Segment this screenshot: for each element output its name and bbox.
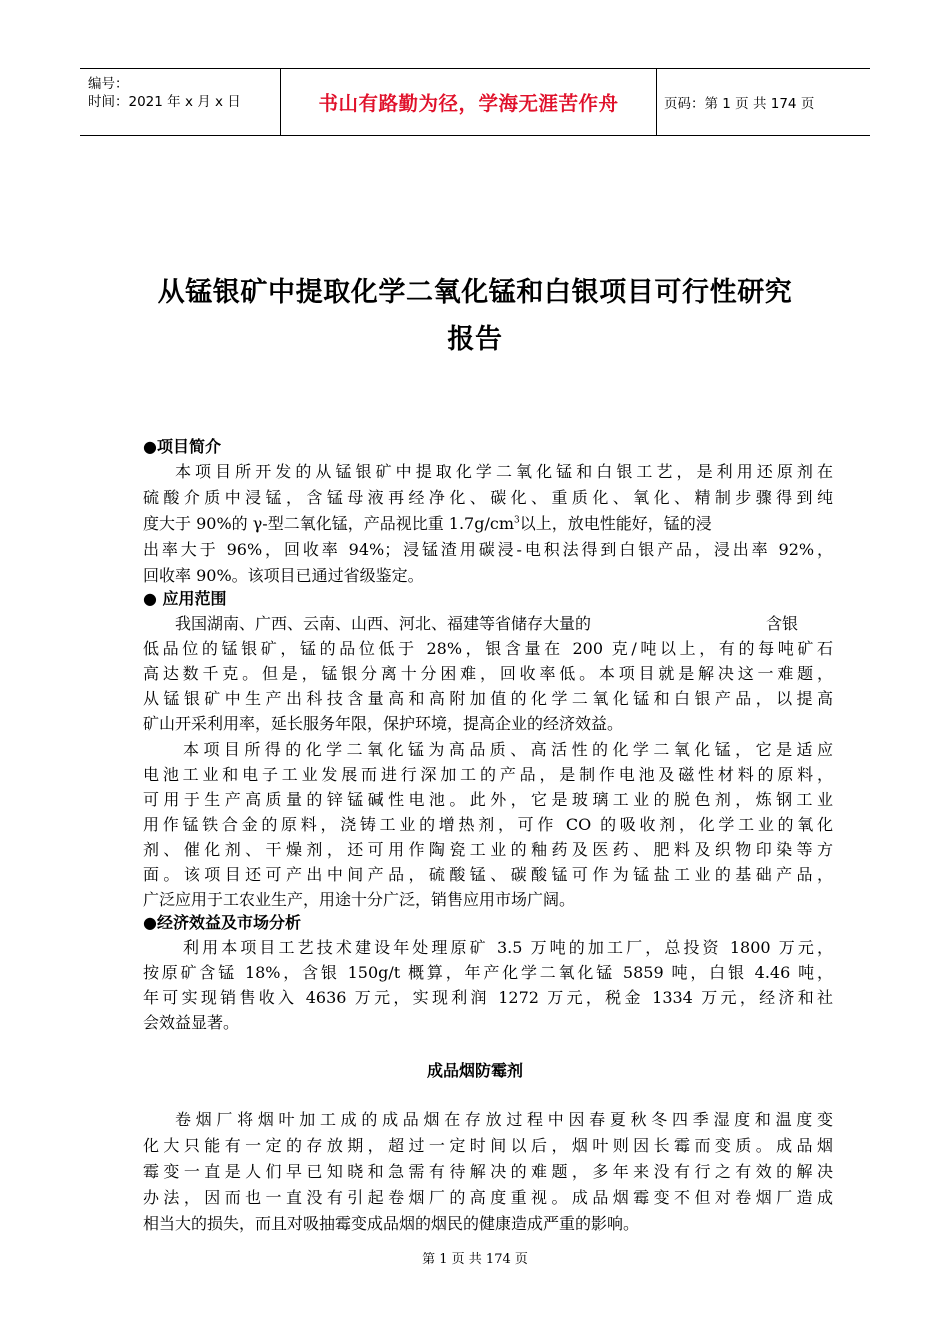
paragraph-line: 矿山开采利用率，延长服务年限，保护环境，提高企业的经济效益。 [143,714,624,733]
paragraph-line: 低品位的锰银矿，锰的品位低于 28%，银含量在 200 克/吨以上，有的每吨矿石 [143,639,833,658]
text-fragment: 度大于 90%的 γ-型二氧化锰，产品视比重 1.7g/cm [143,514,515,533]
section-heading-economics: ●经济效益及市场分析 [143,913,301,932]
paragraph-line: 用作锰铁合金的原料，浇铸工业的增热剂，可作 CO 的吸收剂，化学工业的氧化 [143,815,833,834]
section-heading-application: ● 应用范围 [143,589,227,608]
superscript: 3 [514,515,520,526]
paragraph-line: 高达数千克。但是，锰银分离十分困难，回收率低。本项目就是解决这一难题， [143,664,833,683]
paragraph-line: 我国湖南、广西、云南、山西、河北、福建等省储存大量的 [175,614,592,633]
page-footer: 第 1 页 共 174 页 [422,1252,528,1267]
paragraph-line: 面。该项目还可产出中间产品，硫酸锰、碳酸锰可作为锰盐工业的基础产品， [143,865,833,884]
text-fragment: 以上，放电性能好，锰的浸 [519,514,712,533]
paragraph-line: 本项目所开发的从锰银矿中提取化学二氧化锰和白银工艺，是利用还原剂在 [175,462,833,481]
header-meta [80,69,280,135]
paragraph-line: 按原矿含锰 18%，含银 150g/t 概算，年产化学二氧化锰 5859 吨，白银 4.46 吨， [143,963,833,982]
paragraph-line: 可用于生产高质量的锌锰碱性电池。此外，它是玻璃工业的脱色剂，炼钢工业 [143,790,833,809]
paragraph-line: 本项目所得的化学二氧化锰为高品质、高活性的化学二氧化锰，它是适应 [183,740,833,759]
paragraph-line: 卷烟厂将烟叶加工成的成品烟在存放过程中因春夏秋冬四季湿度和温度变 [175,1110,833,1129]
paragraph-line: 霉变一直是人们早已知晓和急需有待解决的难题，多年来没有行之有效的解决 [143,1162,833,1181]
document-title-line1: 从锰银矿中提取化学二氧化锰和白银项目可行性研究 [157,277,793,308]
paragraph-line: 从锰银矿中生产出科技含量高和高附加值的化学二氧化锰和白银产品，以提高 [143,689,833,708]
paragraph-line-with-sup [143,511,833,534]
paragraph-line: 利用本项目工艺技术建设年处理原矿 3.5 万吨的加工厂，总投资 1800 万元， [183,938,833,957]
paragraph-line: 办法，因而也一直没有引起卷烟厂的高度重视。成品烟霉变不但对卷烟厂造成 [143,1188,833,1207]
page-header [80,68,870,136]
paragraph-line: 会效益显著。 [143,1013,240,1032]
paragraph-line: 年可实现销售收入 4636 万元，实现利润 1272 万元，税金 1334 万元，经济和社 [143,988,833,1007]
paragraph-line: 含银 [766,614,799,633]
paragraph-line: 相当大的损失，而且对吸抽霉变成品烟的烟民的健康造成严重的影响。 [143,1214,640,1233]
document-title-line2: 报告 [447,324,503,355]
number-label: 编号： [88,76,129,92]
paragraph-line: 化大只能有一定的存放期，超过一定时间以后，烟叶则因长霉而变质。成品烟 [143,1136,833,1155]
paragraph-line: 硫酸介质中浸锰，含锰母液再经净化、碳化、重质化、氧化、精制步骤得到纯 [143,488,833,507]
header-motto: 书山有路勤为径，学海无涯苦作舟 [280,69,657,135]
subsection-title: 成品烟防霉剂 [426,1061,523,1080]
paragraph-line: 电池工业和电子工业发展而进行深加工的产品，是制作电池及磁性材料的原料， [143,765,833,784]
paragraph-line: 回收率 90%。该项目已通过省级鉴定。 [143,566,424,585]
time-label: 时间：2021 年 x 月 x 日 [88,94,241,110]
header-page-info: 页码：第 1 页 共 174 页 [664,96,815,112]
paragraph-line: 剂、催化剂、干燥剂，还可用作陶瓷工业的釉药及医药、肥料及织物印染等方 [143,840,833,859]
paragraph-line: 出率大于 96%，回收率 94%；浸锰渣用碳浸-电积法得到白银产品，浸出率 92%， [143,540,833,559]
paragraph-line: 广泛应用于工农业生产，用途十分广泛，销售应用市场广阔。 [143,890,576,909]
section-heading-intro: ●项目简介 [143,437,221,456]
